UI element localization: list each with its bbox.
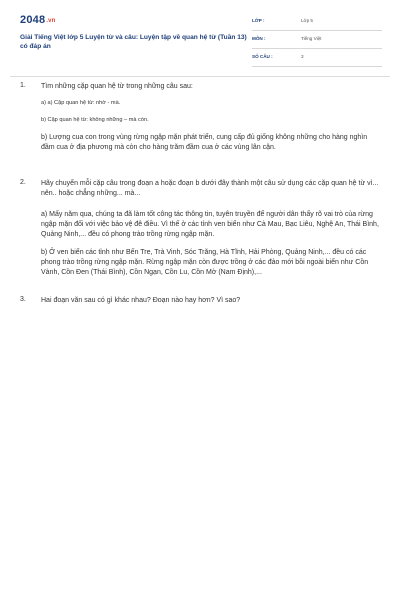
meta-row-grade bbox=[252, 16, 382, 31]
header-divider bbox=[10, 76, 390, 77]
question-2-number: 2. bbox=[20, 179, 26, 186]
question-1-answer-b: b) Cặp quan hệ từ: không những – mà còn. bbox=[41, 117, 149, 123]
document-header bbox=[20, 14, 382, 66]
question-3-text: Hai đoạn văn sau có gì khác nhau? Đoạn nào hay hơn? Vì sao? bbox=[41, 297, 241, 304]
question-2 bbox=[20, 179, 382, 278]
meta-value-grade: Lớp 5 bbox=[301, 18, 313, 23]
question-2-passage-b: b) Ở ven biển các tỉnh như Bến Tre, Trà Vinh, Sóc Trăng, Hà Tĩnh, Hải Phòng, Quảng Ninh,... đều có các phong trào trồng rừng ngập mặn. Rừng ngập mặn còn được trồng ở các đảo mới bồi ngoài biển như Cồn Vành, Cồn Đen (Thái Bình), Cồn Ngạn, Cồn Lu, Cồn Mờ (Nam Định),... bbox=[41, 249, 369, 276]
meta-label-grade: LỚP : bbox=[252, 18, 265, 23]
question-1 bbox=[20, 82, 382, 153]
logo-main: 2048 bbox=[20, 14, 46, 26]
questions-list bbox=[20, 80, 382, 306]
question-2-text: Hãy chuyển mỗi cặp câu trong đoạn a hoặc đoạn b dưới đây thành một câu sử dụng các cặp quan hệ từ vì... nên.. hoặc chẳng những... mà... bbox=[41, 180, 379, 197]
meta-value-question-count: 3 bbox=[301, 54, 304, 59]
metadata-panel bbox=[252, 16, 382, 70]
question-3-number: 3. bbox=[20, 296, 26, 303]
meta-row-question-count bbox=[252, 52, 382, 67]
question-1-answer-a: a) a) Cặp quan hệ từ: nhờ - mà. bbox=[41, 100, 121, 106]
question-2-passage-a: a) Mấy năm qua, chúng ta đã làm tốt công tác thông tin, tuyên truyền để người dân thấy rõ vai trò của rừng ngập mặn đối với việc bảo vệ đê điều. Vì thế ở các tỉnh ven biển như Cà Mau, Bạc Liêu, Nghệ An, Thái Bình, Quảng Ninh,... đều có phong trào trồng rừng ngập mặn. bbox=[41, 211, 379, 238]
meta-row-subject bbox=[252, 34, 382, 49]
meta-value-subject: Tiếng Việt bbox=[301, 36, 322, 41]
question-1-number: 1. bbox=[20, 82, 26, 89]
site-logo[interactable] bbox=[20, 14, 56, 26]
meta-label-subject: MÔN : bbox=[252, 36, 266, 41]
meta-label-question-count: SỐ CÂU : bbox=[252, 54, 273, 59]
logo-suffix: .vn bbox=[46, 18, 56, 24]
question-1-answer-c: b) Lượng cua con trong vùng rừng ngập mặn phát triển, cung cấp đủ giống không những cho hàng nghìn đầm cua ở địa phương mà còn cho hàng trăm đầm cua ở các vùng lân cận. bbox=[41, 134, 368, 151]
question-3 bbox=[20, 296, 382, 306]
document-title: Giải Tiếng Việt lớp 5 Luyện từ và câu: Luyện tập về quan hệ từ (Tuần 13) có đáp án bbox=[20, 34, 247, 50]
question-1-text: Tìm những cặp quan hệ từ trong những câu sau: bbox=[41, 83, 193, 90]
